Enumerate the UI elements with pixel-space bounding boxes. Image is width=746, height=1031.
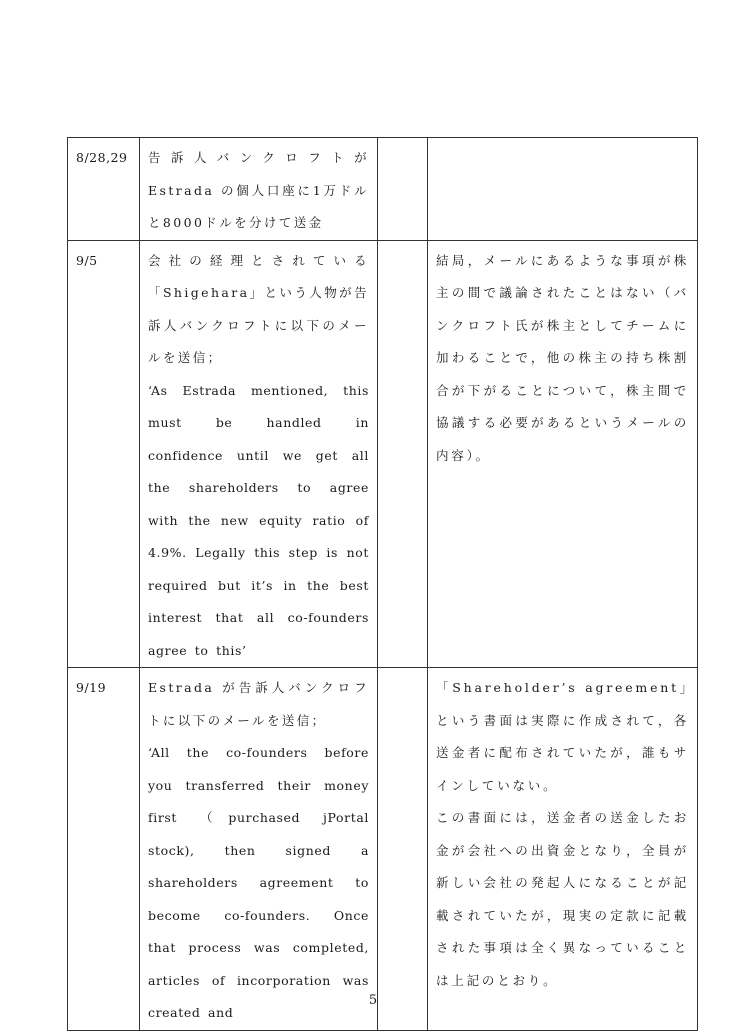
event-text-japanese: 会社の経理とされている「Shigehara」という人物が告訴人バンクロフトに以下のメールを送信；	[148, 252, 369, 365]
chronology-table	[67, 137, 698, 1031]
note-paragraph: この書面には，送金者の送金したお金が会社への出資金となり，全員が新しい会社の発起人になることが記載されていたが，現実の定款に記載された事項は全く異なっていることは上記のとおり。	[436, 810, 689, 988]
remark-cell	[378, 668, 428, 1031]
table-row	[68, 240, 698, 668]
event-cell	[140, 240, 378, 668]
event-text-japanese: Estrada が告訴人バンクロフトに以下のメールを送信；	[148, 680, 369, 728]
note-cell	[428, 668, 698, 1031]
note-paragraph: 「Shareholder’s agreement」という書面は実際に作成されて，各送金者に配布されていたが，誰もサインしていない。	[436, 680, 689, 793]
event-cell	[140, 668, 378, 1031]
remark-cell	[378, 240, 428, 668]
event-email-quote: ‘As Estrada mentioned, this must be handled in confidence until we get all the shareholders to agree with the new equity ratio of 4.9%. Legally this step is not required but it’s in the best interest that all co-founders agree to this’	[148, 382, 369, 658]
table-row	[68, 138, 698, 241]
page-number: 5	[368, 993, 378, 1008]
event-cell: 告訴人バンクロフトが Estrada の個人口座に1万ドルと8000ドルを分けて送金	[140, 138, 378, 241]
table-row	[68, 668, 698, 1031]
remark-cell	[378, 138, 428, 241]
note-cell	[428, 138, 698, 241]
date-cell: 8/28,29	[68, 138, 140, 241]
date-cell: 9/5	[68, 240, 140, 668]
note-cell: 結局，メールにあるような事項が株主の間で議論されたことはない（バンクロフト氏が株主としてチームに加わることで，他の株主の持ち株割合が下がることについて，株主間で協議する必要があるというメールの内容）。	[428, 240, 698, 668]
date-cell: 9/19	[68, 668, 140, 1031]
event-email-quote: ‘All the co-founders before you transferred their money first （purchased jPortal stock), then signed a shareholders agreement to become co-founders. Once that process was completed, articles of incorporation was created and	[148, 745, 369, 1020]
